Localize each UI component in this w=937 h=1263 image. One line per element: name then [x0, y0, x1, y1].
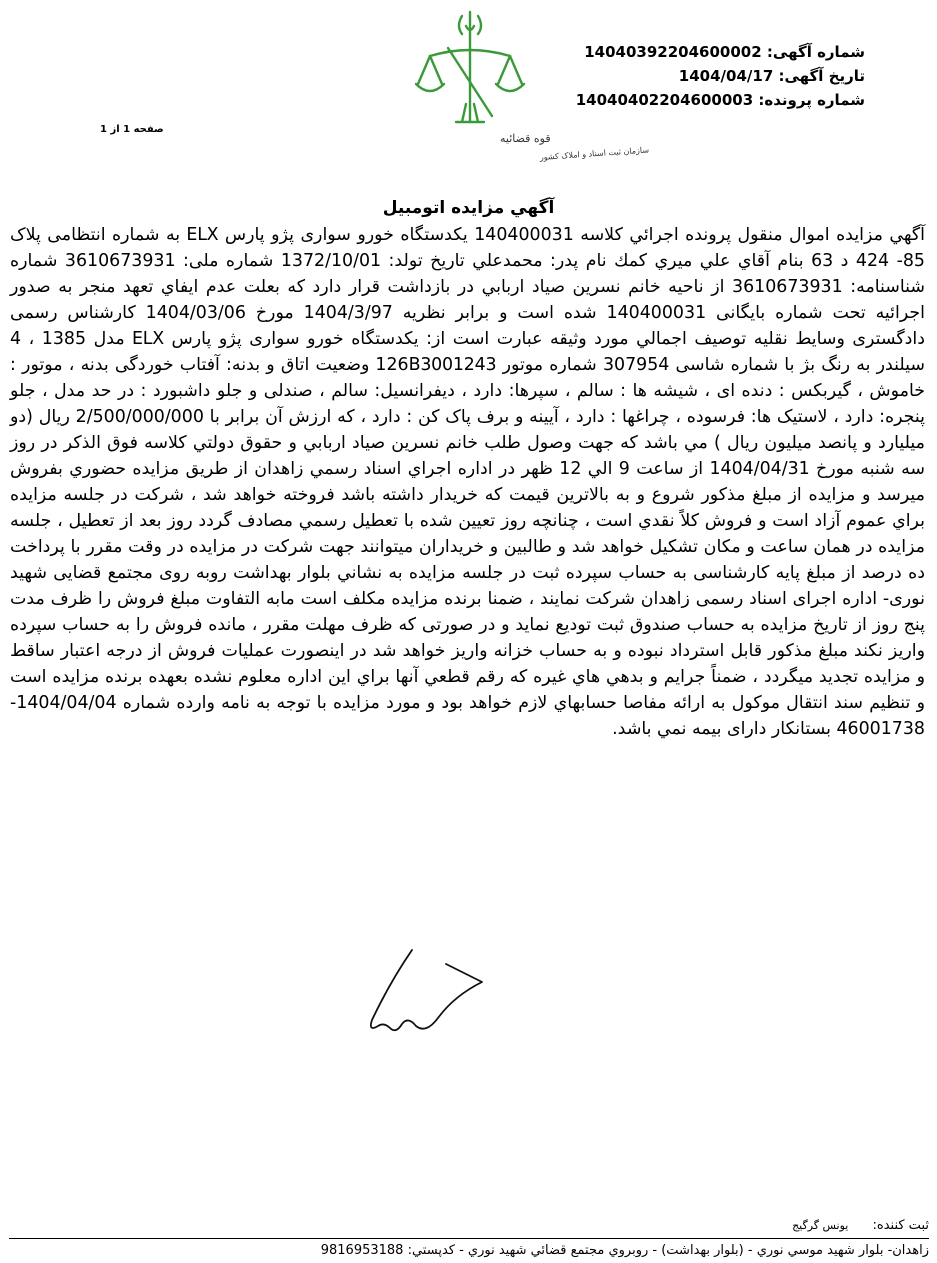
right-pan — [496, 56, 524, 91]
registrar-row — [9, 1214, 929, 1238]
ad-number-label: شماره آگهی: — [766, 43, 865, 61]
file-number: 14040402204600003 — [575, 91, 754, 109]
ad-date-row — [576, 64, 865, 88]
file-number-label: شماره پرونده: — [758, 91, 865, 109]
registrar-name: یونس گرگیج — [792, 1219, 849, 1232]
ad-metadata — [576, 40, 865, 112]
page-number: صفحه 1 از 1 — [100, 124, 164, 135]
file-number-row — [576, 88, 865, 112]
ad-number-row — [576, 40, 865, 64]
left-pan — [416, 56, 444, 91]
footer — [9, 1214, 929, 1263]
ad-number: 14040392204600002 — [584, 43, 762, 61]
registrar-label: ثبت کننده: — [872, 1218, 929, 1233]
emblem-allah-symbol — [459, 12, 481, 38]
document-title: آگهي مزايده اتومبيل — [382, 198, 555, 218]
ad-date-label: تاریخ آگهی: — [778, 67, 865, 85]
ad-date: 1404/04/17 — [678, 67, 774, 85]
footer-address: زاهدان- بلوار شهيد موسي نوري - (بلوار بهداشت) - روبروي مجتمع قضائي شهيد نوري - كدپستي: 9816953188 — [9, 1238, 929, 1263]
notice-paragraph: آگهي مزايده اموال منقول پرونده اجرائي كلاسه 140400031 يكدستگاه خورو سواری پژو پارس ELX به شماره انتظامی پلاک 85- 424 د 63 بنام آقاي علي ميري كمك نام پدر: محمدعلي تاريخ تولد: 1372/10/01 شماره ملی: 3610673931 شماره شناسنامه: 3610673931 از ناحيه خانم نسرين صياد اربابي در بازداشت قرار دارد كه بعلت عدم ايفاي تعهد منجر به صدور اجرائيه تحت شماره بايگانى 140400031 شده است و برابر نظريه 1404/3/97 مورخ 1404/03/06 كارشناس رسمی دادگستری وسايط نقليه توصيف اجمالي مورد وثيقه عبارت است از: يكدستگاه خورو سواری پژو پارس ELX مدل 1385 ، 4 سيلندر به رنگ بژ با شماره شاسی 307954 شماره موتور 126B3001243 وضعيت اتاق و بدنه: آفتاب خوردگی بدنه ، موتور : خاموش ، گيربكس : دنده ای ، شيشه ها : سالم ، سپرها: دارد ، ديفرانسيل: سالم ، صندلی و جلو داشبورد : در حد مدل ، جلو پنجره: دارد ، لاستيک ها: فرسوده ، چراغها : دارد ، آيينه و برف پاک کن : دارد ، كه ارزش آن برابر با 2/500/000/000 ريال (دو ميليارد و پانصد ميليون ريال ) مي باشد كه جهت وصول طلب خانم نسرين صياد اربابي و حقوق دولتي كلاسه فوق الذكر در روز سه شنبه مورخ 1404/04/31 از ساعت 9 الي 12 ظهر در اداره اجراي اسناد رسمي زاهدان از طريق مزايده حضوري بفروش ميرسد و مزايده از مبلغ مذكور شروع و به بالاترين قيمت كه خريدار داشته باشد فروخته خواهد شد ، شركت در جلسه مزايده براي عموم آزاد است و فروش كلاً نقدي است ، چنانچه روز تعيين شده با تعطيل رسمي مصادف گردد روز بعد از تعطيل ، جلسه مزايده در همان ساعت و مكان تشكيل خواهد شد و طالبين و خريداران ميتوانند جهت شركت در مزايده در وقت مقرر با پرداخت ده درصد از مبلغ پايه كارشناسی به حساب سپرده ثبت در جلسه مزايده به نشاني بلوار بهداشت روبه روی مجتمع قضايی شهيد نوری- اداره اجرای اسناد رسمی زاهدان شركت نمايند ، ضمنا برنده مزايده مكلف است مابه التفاوت مبلغ فروش را ظرف مدت پنج روز از تاريخ مزايده به حساب صندوق ثبت توديع نمايد و در صورتی كه ظرف مهلت مقرر ، مانده فروش را به حساب سپرده واريز نكند مبلغ مذكور قابل استرداد نبوده و به حساب خزانه واريز خواهد شد در اينصورت عمليات فروش از درجه اعتبار ساقط و مزايده تجديد ميگردد ، ضمناً جرايم و بدهي هاي غيره كه رقم قطعي آنها براي اين اداره معلوم نشده بعهده برنده مزايده است و تنظيم سند انتقال موكول به ارائه مفاصا حسابهاي لازم خواهد بود و مورد مزايده با توجه به نامه وارده شماره 1404/04/04-46001738 بستانكار دارای بيمه نمي باشد. — [10, 225, 926, 739]
judiciary-emblem — [390, 4, 650, 164]
org-text: سازمان ثبت اسناد و املاک کشور — [539, 145, 650, 162]
judiciary-text: قوه قضائیه — [500, 132, 551, 145]
signature — [350, 942, 500, 1052]
auction-notice-body — [10, 222, 925, 742]
